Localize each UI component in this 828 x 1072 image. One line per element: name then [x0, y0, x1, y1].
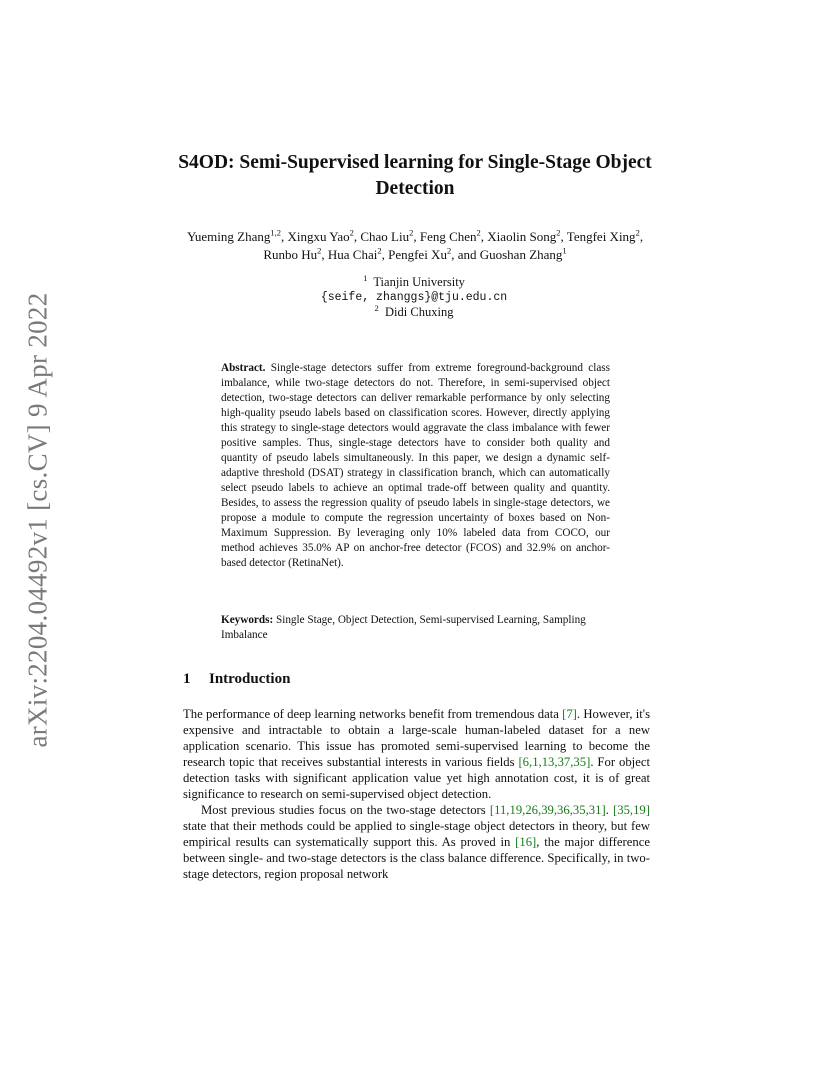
paragraph: The performance of deep learning networks benefit from tremendous data [7]. However, it's expensive and intractable to obtain a large-scale human-labeled dataset for a new application scenario. This issue has promoted semi-supervised learning to become the research topic that receives substantial interests in various fields [6,1,13,37,35]. For object detection tasks with significant application value yet high annotation cost, it is of great significance to research on semi-supervised object detection.: [183, 707, 651, 801]
author: Hua Chai$^2$: [327, 245, 382, 262]
author: Guoshan Zhang$^1$: [479, 245, 567, 262]
abstract-text: Single-stage detectors suffer from extreme foreground-background class imbalance, while two-stage detectors do not. Therefore, in semi-supervised object detection, two-stage detectors can deliver remarkable performance by only selecting high-quality pseudo labels based on classification scores. However, directly applying this strategy to single-stage detectors would aggravate the class imbalance with fewer positive samples. Thus, single-stage detectors have to consider both quality and quantity of pseudo labels simultaneously. In this paper, we design a dynamic self-adaptive threshold (DSAT) strategy in classification branch, which can automatically select pseudo labels to achieve an optimal trade-off between quality and quantity. Besides, to assess the regression quality of pseudo labels in single-stage detectors, we propose a module to compute the regression uncertainty of boxes based on Non-Maximum Suppression. By leveraging only 10% labeled data from COCO, our method achieves 35.0% AP on anchor-free detector (FCOS) and 32.9% on anchor-based detector (RetinaNet).: [221, 362, 611, 569]
keywords: [221, 613, 610, 643]
author: Runbo Hu$^2$: [263, 245, 322, 262]
author: Chao Liu$^2$: [360, 227, 414, 244]
citation-link[interactable]: [7]: [562, 707, 577, 721]
arxiv-stamp: [18, 290, 58, 750]
section-title: Introduction: [209, 671, 291, 687]
author: Pengfei Xu$^2$: [388, 245, 452, 262]
author: Xiaolin Song$^2$: [487, 227, 561, 244]
section-heading: [183, 671, 290, 688]
affiliation-1: $^1$ Tianjin University: [363, 272, 465, 289]
section-number: 1: [183, 671, 191, 687]
author-list: Yueming Zhang$^{1,2}$, Xingxu Yao$^2$, Chao Liu$^2$, Feng Chen$^2$, Xiaolin Song$^2$, Tengfei Xing$^2$, Runbo Hu$^2$, Hua Chai$^2$, Pengfei Xu$^2$, and Guoshan Zhang$^1$: [186, 227, 644, 262]
author: Xingxu Yao$^2$: [287, 227, 354, 244]
keywords-text: Single Stage, Object Detection, Semi-supervised Learning, Sampling Imbalance: [221, 614, 586, 641]
citation-link[interactable]: [35,19]: [613, 803, 650, 817]
paper-title: S4OD: Semi-Supervised learning for Single-Stage Object Detection: [178, 152, 652, 199]
keywords-label: Keywords:: [221, 614, 274, 626]
author: Yueming Zhang$^{1,2}$: [186, 227, 281, 244]
author: Feng Chen$^2$: [419, 227, 481, 244]
introduction-body: [183, 706, 650, 882]
arxiv-id: arXiv:2204.04492v1 [cs.CV] 9 Apr 2022: [22, 292, 53, 748]
paragraph: Most previous studies focus on the two-stage detectors [11,19,26,39,36,35,31]. [35,19] state that their methods could be applied to single-stage object detectors in theory, but few empirical results can systematically support this. As proved in [16], the major difference between single- and two-stage detectors is the class balance difference. Specifically, in two-stage detectors, region proposal network: [183, 803, 650, 881]
affiliation-2: $^2$ Didi Chuxing: [374, 302, 454, 319]
affiliation-email: {seife, zhanggs}@tju.edu.cn: [320, 291, 508, 304]
citation-link[interactable]: [11,19,26,39,36,35,31]: [489, 803, 606, 817]
abstract-label: Abstract.: [221, 362, 266, 374]
citation-link[interactable]: [6,1,13,37,35]: [518, 755, 591, 769]
author: Tengfei Xing$^2$: [566, 227, 640, 244]
citation-link[interactable]: [16]: [515, 835, 537, 849]
abstract: [221, 361, 610, 571]
